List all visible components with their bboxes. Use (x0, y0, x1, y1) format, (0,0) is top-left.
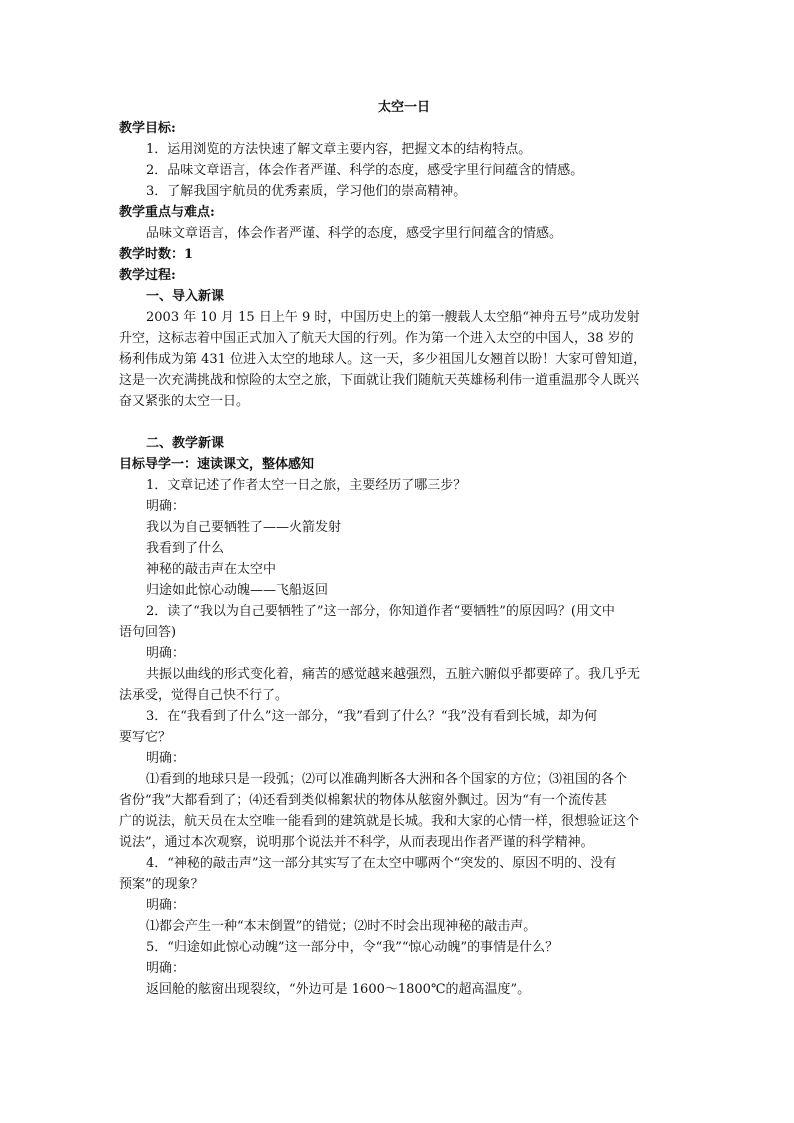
hours-line: 教学时数：1 (119, 247, 194, 262)
answer-line: ⑴看到的地球只是一段弧；⑵可以准确判断各大洲和各个国家的方位；⑶祖国的各个 (146, 772, 628, 787)
answer-line: 法承受，觉得自己快不行了。 (119, 688, 289, 703)
intro-line: 2003 年 10 月 15 日上午 9 时，中国历史上的第一艘载人太空船“神舟五号”成功发射 (146, 310, 640, 325)
answer-line: 共振以曲线的形式变化着，痛苦的感觉越来越强烈，五脏六腑似乎都要碎了。我几乎无 (146, 667, 641, 682)
question-1: 1．文章记述了作者太空一日之旅，主要经历了哪三步？ (146, 478, 467, 493)
goal-item-1: 1．运用浏览的方法快速了解文章主要内容，把握文本的结构特点。 (146, 142, 532, 157)
question-3-cont: 要写它？ (119, 730, 172, 745)
intro-line: 奋又紧张的太空一日。 (119, 394, 250, 409)
goals-heading: 教学目标: (119, 121, 176, 136)
answer-line: 神秘的敲击声在太空中 (146, 562, 277, 577)
section2-heading: 二、教学新课 (146, 436, 225, 451)
question-2-cont: 语句回答) (119, 625, 177, 640)
key-heading: 教学重点与难点: (119, 205, 215, 220)
answer-line: 说法”，通过本次观察，说明那个说法并不科学，从而表现出作者严谨的科学精神。 (119, 835, 594, 850)
answer-line: 省份“我”大都看到了；⑷还看到类似棉絮状的物体从舷窗外飘过。因为“有一个流传甚 (119, 793, 607, 808)
blank-line (119, 412, 679, 433)
section1-heading: 一、导入新课 (146, 289, 225, 304)
clarify-label: 明确： (146, 961, 186, 976)
question-5: 5．“归途如此惊心动魄”这一部分中，令“我”“惊心动魄”的事情是什么？ (146, 940, 559, 955)
document-page (119, 97, 679, 1000)
target-heading: 目标导学一：速读课文，整体感知 (119, 457, 315, 472)
goal-item-3: 3．了解我国宇航员的优秀素质，学习他们的崇高精神。 (146, 184, 467, 199)
clarify-label: 明确： (146, 751, 186, 766)
question-3: 3．在“我看到了什么”这一部分，“我”看到了什么？“我”没有看到长城，却为何 (146, 709, 598, 724)
answer-line: 归途如此惊心动魄——飞船返回 (146, 583, 329, 598)
goal-item-2: 2．品味文章语言，体会作者严谨、科学的态度，感受字里行间蕴含的情感。 (146, 163, 584, 178)
intro-line: 这是一次充满挑战和惊险的太空之旅，下面就让我们随航天英雄杨利伟一道重温那令人既兴 (119, 373, 640, 388)
answer-line: ⑴都会产生一种“本末倒置”的错觉；⑵时不时会出现神秘的敲击声。 (146, 919, 537, 934)
intro-line: 升空，这标志着中国正式加入了航天大国的行列。作为第一个进入太空的中国人，38 岁的 (119, 331, 634, 346)
question-2: 2．读了“我以为自己要牺牲了”这一部分，你知道作者“要牺牲”的原因吗？(用文中 (146, 604, 615, 619)
clarify-label: 明确： (146, 499, 186, 514)
question-4-cont: 预案”的现象？ (119, 877, 204, 892)
answer-line: 我看到了什么 (146, 541, 225, 556)
document-title: 太空一日 (377, 100, 430, 115)
answer-line: 我以为自己要牺牲了——火箭发射 (146, 520, 342, 535)
answer-line: 返回舱的舷窗出现裂纹，“外边可是 1600～1800℃的超高温度”。 (146, 982, 531, 997)
key-text: 品味文章语言，体会作者严谨、科学的态度，感受字里行间蕴含的情感。 (146, 226, 563, 241)
question-4: 4．“神秘的敲击声”这一部分其实写了在太空中哪两个“突发的、原因不明的、没有 (146, 856, 617, 871)
intro-line: 杨利伟成为第 431 位进入太空的地球人。这一天，多少祖国儿女翘首以盼！大家可曾知道， (119, 352, 647, 367)
clarify-label: 明确： (146, 898, 186, 913)
clarify-label: 明确： (146, 646, 186, 661)
answer-line: 广的说法，航天员在太空唯一能看到的建筑就是长城。我和大家的心情一样，很想验证这个 (119, 814, 640, 829)
process-heading: 教学过程: (119, 268, 176, 283)
